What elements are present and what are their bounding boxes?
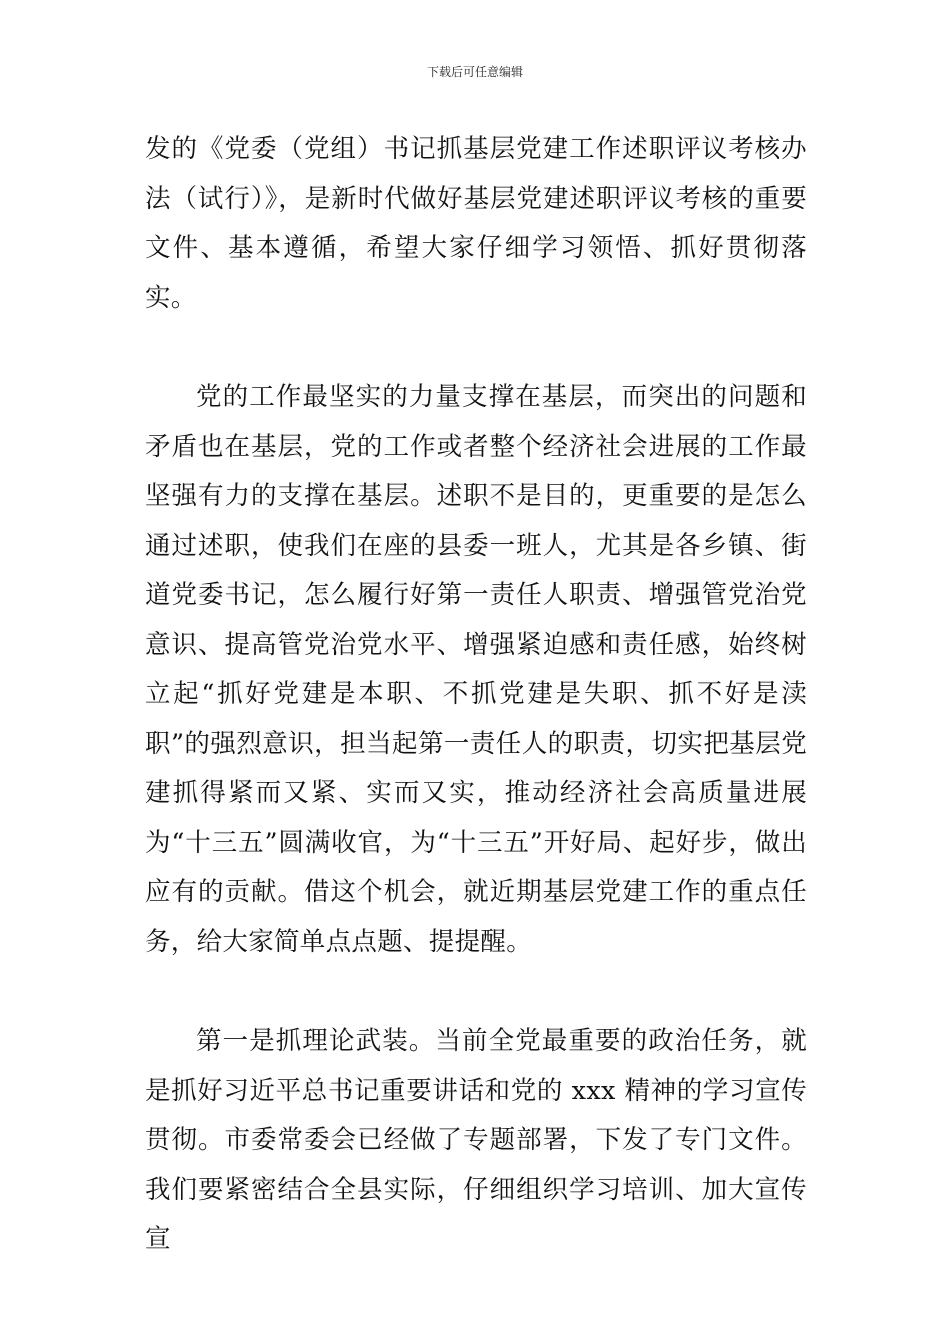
paragraph-gap bbox=[145, 967, 807, 1017]
paragraph-gap bbox=[145, 323, 807, 373]
paragraph-1: 发的《党委（党组）书记抓基层党建工作述职评议考核办法（试行）》，是新时代做好基层党建述职评议考核的重要文件、基本遵循，希望大家仔细学习领悟、抓好贯彻落实。 bbox=[145, 134, 807, 313]
document-body bbox=[145, 125, 807, 1265]
page-header: 下载后可任意编辑 bbox=[426, 65, 523, 79]
paragraph-3: 第一是抓理论武装。当前全党最重要的政治任务，就是抓好习近平总书记重要讲话和党的 xxx 精神的学习宣传贯彻。市委常委会已经做了专题部署，下发了专门文件。我们要紧密结合全县实际，仔细组织学习培训、加大宣传宣 bbox=[145, 1026, 807, 1254]
paragraph-2: 党的工作最坚实的力量支撑在基层，而突出的问题和矛盾也在基层，党的工作或者整个经济社会进展的工作最坚强有力的支撑在基层。述职不是目的，更重要的是怎么通过述职，使我们在座的县委一班人，尤其是各乡镇、街道党委书记，怎么履行好第一责任人职责、增强管党治党意识、提高管党治党水平、增强紧迫感和责任感，始终树立起“抓好党建是本职、不抓党建是失职、抓不好是渎职”的强烈意识，担当起第一责任人的职责，切实把基层党建抓得紧而又紧、实而又实，推动经济社会高质量进展为“十三五”圆满收官，为“十三五”开好局、起好步，做出应有的贡献。借这个机会，就近期基层党建工作的重点任务，给大家简单点点题、提提醒。 bbox=[145, 382, 807, 957]
